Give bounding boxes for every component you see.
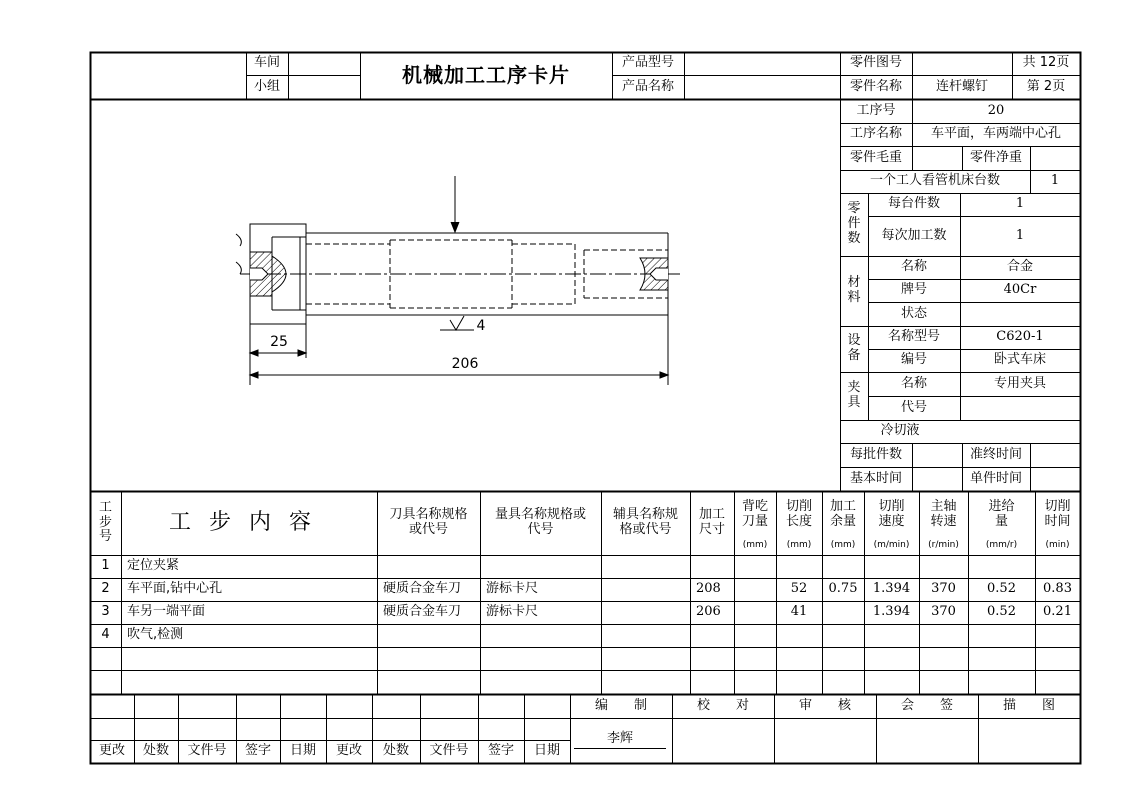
unit-time-label: 单件时间: [969, 470, 1022, 486]
grade: 40Cr: [1003, 282, 1037, 298]
col-header-spindle: 主轴转速: [930, 499, 957, 529]
step-size-cell: 208: [696, 581, 721, 597]
step-content-cell: 吹气,检测: [127, 627, 184, 643]
part-drawing-label: 零件图号: [849, 55, 902, 71]
step-content-cell: 定位夹紧: [127, 558, 180, 574]
step-tool-cell: [377, 624, 480, 647]
step-size-cell: [690, 624, 734, 647]
fixture-name: 专用夹具: [993, 375, 1046, 391]
step-time-cell: 0.83: [1043, 581, 1072, 597]
step-tool-cell: [377, 555, 480, 578]
step-length-cell: 41: [790, 604, 808, 620]
step-time-cell: 0.21: [1043, 604, 1072, 620]
col-header-time: 切削时间: [1044, 499, 1071, 529]
col-header-feed: 进给量: [988, 499, 1015, 529]
fixture-code-label: 代号: [900, 399, 927, 415]
step-allowance-cell: [822, 555, 864, 578]
step-tool-cell: 硬质合金车刀: [383, 581, 462, 597]
step-spindle-cell: [919, 624, 968, 647]
part-name-label: 零件名称: [849, 78, 902, 94]
compiler-signature: 李辉: [606, 730, 633, 746]
total-pages: 共 12页: [1022, 55, 1070, 71]
col-header-depth: 背吃刀量: [741, 499, 768, 529]
unit-spindle: (r/min): [928, 539, 959, 550]
step-no-cell: 2: [101, 581, 110, 597]
unit-allowance: (mm): [830, 539, 856, 550]
grade-label: 牌号: [900, 282, 927, 298]
review-label: 审 核: [798, 697, 851, 713]
unit-speed: (m/min): [873, 539, 910, 550]
step-feed-cell: 0.52: [987, 581, 1016, 597]
material-name-label: 名称: [900, 259, 927, 275]
revision-label: 处数: [382, 743, 409, 759]
bolt-outline: [236, 176, 680, 385]
col-header-content: 工步内容: [168, 510, 329, 536]
revision-label: 更改: [335, 743, 362, 759]
step-feed-cell: [968, 624, 1035, 647]
per-process: 1: [1015, 227, 1025, 243]
page-title: 机械加工工序卡片: [402, 63, 570, 87]
countersign-label: 会 签: [900, 697, 953, 713]
step-length-cell: 52: [790, 581, 808, 597]
equipment-code-label: 编号: [900, 352, 927, 368]
process-no-label: 工序号: [856, 102, 896, 118]
group-label: 小组: [253, 78, 280, 94]
step-size-cell: [690, 555, 734, 578]
coolant-label: 冷切液: [880, 423, 920, 439]
step-gauge-cell: [480, 555, 601, 578]
prep-time-label: 准终时间: [969, 446, 1022, 462]
basic-time-label: 基本时间: [849, 470, 902, 486]
col-header-gauge: 量具名称规格或代号: [494, 507, 586, 537]
step-length-cell: [776, 624, 822, 647]
equipment-model-label: 名称型号: [887, 329, 940, 345]
step-gauge-cell: 游标卡尺: [486, 581, 539, 597]
material-name: 合金: [1006, 259, 1033, 275]
step-allowance-cell: 0.75: [828, 581, 858, 597]
revision-label: 更改: [98, 743, 125, 759]
fixture-group-label: 夹具: [847, 380, 861, 410]
part-name: 连杆螺钉: [935, 78, 988, 94]
revision-label: 文件号: [187, 743, 227, 759]
step-feed-cell: [968, 555, 1035, 578]
equipment-code: 卧式车床: [993, 352, 1046, 368]
state-label: 状态: [900, 305, 927, 321]
step-speed-cell: 1.394: [872, 581, 911, 597]
step-allowance-cell: [822, 601, 864, 624]
step-feed-cell: 0.52: [987, 604, 1016, 620]
process-no: 20: [987, 102, 1005, 118]
workshop-label: 车间: [253, 55, 280, 71]
col-header-speed: 切削速度: [878, 499, 905, 529]
equipment-model: C620-1: [996, 329, 1044, 345]
process-name: 车平面，车两端中心孔: [930, 126, 1061, 142]
per-process-label: 每次加工数: [881, 227, 947, 243]
blank-weight-label: 零件毛重: [849, 149, 902, 165]
per-machine-label: 每台件数: [887, 196, 940, 212]
machines-per-worker-label: 一个工人看管机床台数: [869, 173, 1000, 189]
step-gauge-cell: 游标卡尺: [486, 604, 539, 620]
trace-label: 描 图: [1002, 697, 1055, 713]
col-header-aux: 辅具名称规格或代号: [612, 507, 678, 537]
part-qty-group-label: 零件数: [847, 201, 861, 246]
machines-per-worker: 1: [1050, 173, 1060, 189]
dim-206: 206: [451, 355, 479, 372]
step-allowance-cell: [822, 624, 864, 647]
unit-feed: (mm/r): [985, 539, 1018, 550]
process-name-label: 工序名称: [849, 126, 902, 142]
step-speed-cell: 1.394: [872, 604, 911, 620]
step-no-cell: 3: [101, 604, 110, 620]
unit-depth: (mm): [742, 539, 768, 550]
col-header-step-no: 工步号: [99, 499, 113, 545]
product-name-label: 产品名称: [621, 78, 674, 94]
step-speed-cell: [864, 624, 919, 647]
per-machine: 1: [1015, 196, 1025, 212]
net-weight-label: 零件净重: [969, 149, 1022, 165]
material-group-label: 材料: [847, 275, 861, 305]
step-spindle-cell: 370: [931, 581, 956, 597]
step-time-cell: [1035, 624, 1080, 647]
revision-label: 文件号: [429, 743, 469, 759]
step-speed-cell: [864, 555, 919, 578]
revision-label: 日期: [533, 743, 560, 759]
step-spindle-cell: [919, 555, 968, 578]
step-size-cell: 206: [696, 604, 721, 620]
fixture-name-label: 名称: [900, 375, 927, 391]
check-label: 校 对: [696, 697, 749, 713]
col-header-allowance: 加工余量: [829, 499, 856, 529]
page-number: 第 2页: [1026, 78, 1066, 94]
step-gauge-cell: [480, 624, 601, 647]
revision-label: 签字: [487, 743, 514, 759]
dim-25: 25: [270, 333, 288, 350]
step-tool-cell: 硬质合金车刀: [383, 604, 462, 620]
product-model-label: 产品型号: [621, 55, 674, 71]
revision-label: 签字: [244, 743, 271, 759]
revision-label: 日期: [289, 743, 316, 759]
step-content-cell: 车平面,钻中心孔: [127, 581, 223, 597]
step-content-cell: 车另一端平面: [127, 604, 206, 620]
step-no-cell: 1: [101, 558, 110, 574]
col-header-size: 加工尺寸: [698, 507, 725, 537]
revision-label: 处数: [142, 743, 169, 759]
step-spindle-cell: 370: [931, 604, 956, 620]
unit-length: (mm): [786, 539, 812, 550]
step-no-cell: 4: [101, 627, 110, 643]
compile-label: 编 制: [594, 697, 647, 713]
roughness-value: 4: [476, 317, 486, 334]
col-header-tool: 刀具名称规格或代号: [389, 507, 468, 537]
col-header-length: 切削长度: [785, 499, 812, 529]
step-time-cell: [1035, 555, 1080, 578]
equipment-group-label: 设备: [847, 333, 861, 363]
step-length-cell: [776, 555, 822, 578]
batch-qty-label: 每批件数: [849, 446, 902, 462]
unit-time: (min): [1045, 539, 1070, 550]
